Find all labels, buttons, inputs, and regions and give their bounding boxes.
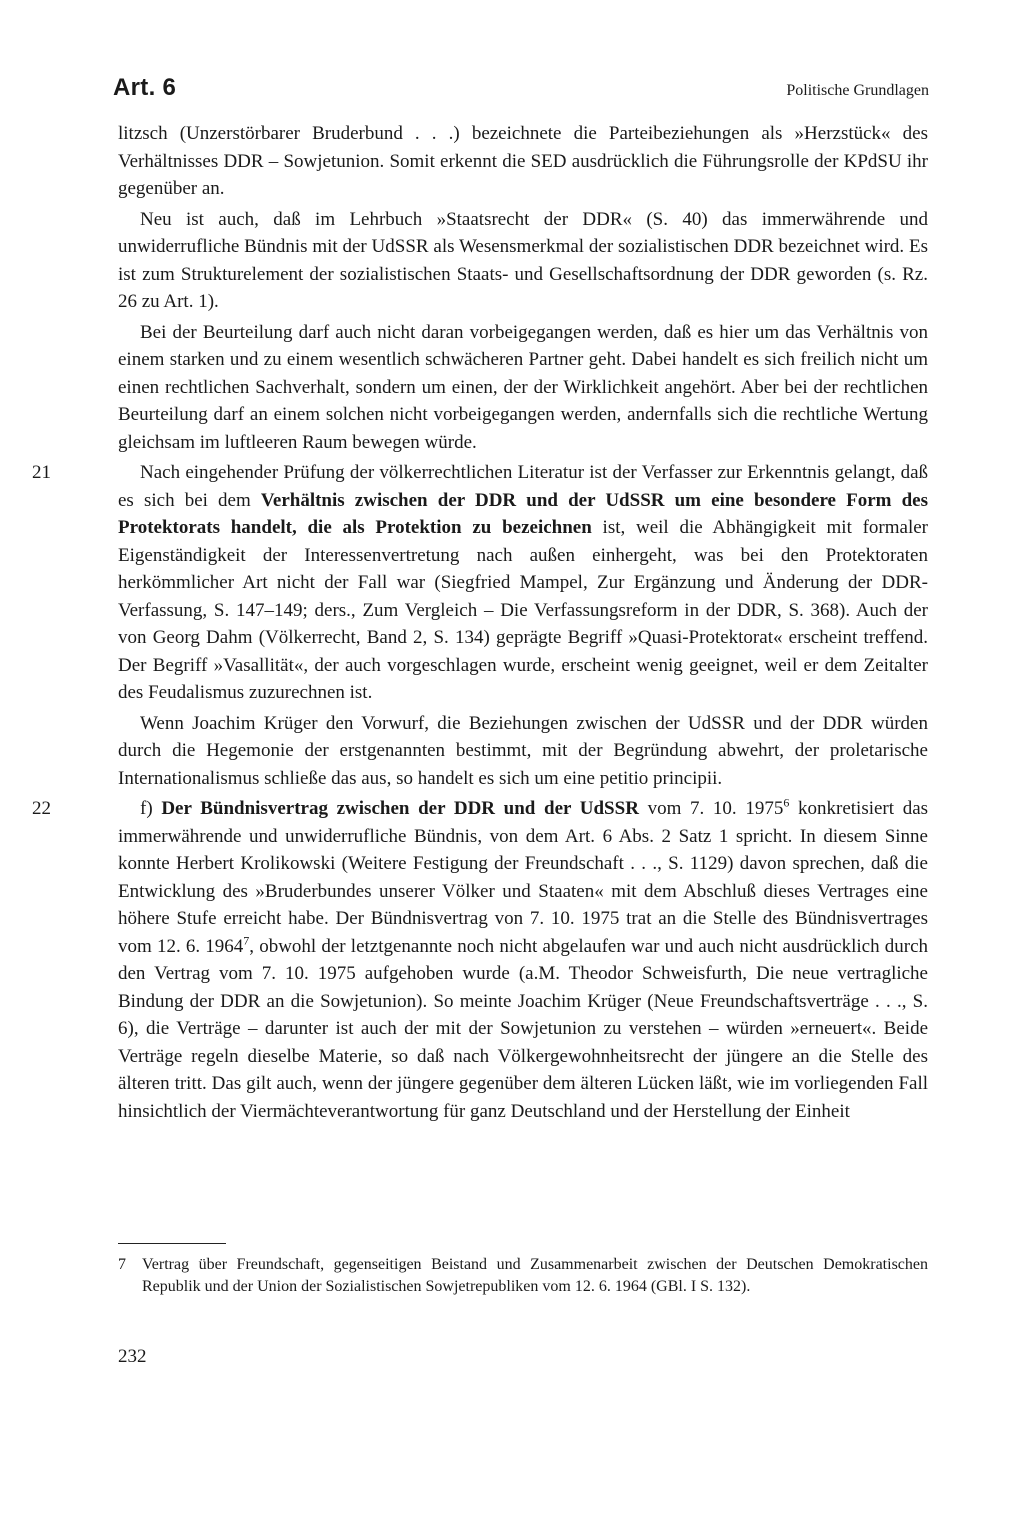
paragraph xyxy=(32,795,929,1125)
page-number: 232 xyxy=(118,1346,147,1367)
paragraph-text: ist, weil die Abhängigkeit mit formaler Eigenständigkeit der Interessenvertretung nach außen einhergeht, was bei den Protektoraten herkömmlicher Art nicht der Fall war (Siegfried Mampel, Zur Ergänzung und Änderung der DDR-Verfassung, S. 147–149; ders., Zum Vergleich – Die Verfassungsreform in der DDR, S. 368). Auch der von Georg Dahm (Völkerrecht, Band 2, S. 134) geprägte Begriff »Quasi-Protektorat« erscheint treffend. Der Begriff »Vasallität«, der auch vorgeschlagen wurde, erscheint wenig geeignet, weil er dem Zeitalter des Feudalismus zuzurechnen ist. xyxy=(118,517,929,703)
paragraph xyxy=(118,120,928,203)
paragraph xyxy=(118,710,928,793)
paragraph xyxy=(118,319,928,457)
running-head-section: Politische Grundlagen xyxy=(786,82,929,99)
footnote-divider xyxy=(118,1243,226,1244)
footnote-reference: 7 xyxy=(243,933,250,948)
footnote-number: 7 xyxy=(118,1256,126,1273)
paragraph-text: Nach eingehender Prüfung der völkerrechtlichen Literatur ist der Verfasser zur Erkenntnis gelangt, daß es sich bei dem xyxy=(118,462,928,511)
paragraph-text: Bei der Beurteilung darf auch nicht daran vorbeigegangen werden, daß es hier um das Verhältnis von einem starken und zu einem wesentlich schwächeren Partner geht. Dabei handelt es sich freilich nicht um einen rechtlichen Sachverhalt, sondern um einen, der der Wirklichkeit angehört. Aber bei der rechtlichen Beurteilung darf an einem solchen nicht vorbeigegangen werden, andernfalls sich die rechtliche Wertung gleichsam im luftleeren Raum bewegen würde. xyxy=(118,321,928,453)
paragraph-text: konkretisiert das immerwährende und unwiderrufliche Bündnis, von dem Art. 6 Abs. 2 Satz 1 spricht. In diesem Sinne konnte Herbert Krolikowski (Weitere Festigung der Freundschaft . . ., S. 1129) davon sprechen, daß die Entwicklung des »Bruderbundes unserer Völker und Staaten« mit dem Abschluß dieses Vertrages eine höhere Stufe erreicht habe. Der Bündnisvertrag von 7. 10. 1975 trat an die Stelle des Bündnisvertrages vom 12. 6. 1964 xyxy=(118,798,929,957)
margin-number: 21 xyxy=(32,462,51,483)
footnote xyxy=(118,1254,928,1297)
paragraph-bold-text: Verhältnis zwischen der DDR und der UdSSR um eine besondere Form des Protektorats handelt, die als Protektion zu bezeichnen xyxy=(118,489,929,538)
body-text xyxy=(32,120,929,1128)
paragraph-text: litzsch (Unzerstörbarer Bruderbund . . .) bezeichnete die Parteibeziehungen als »Herzstück« des Verhältnisses DDR – Sowjetunion. Somit erkennt die SED ausdrücklich die Führungsrolle der KPdSU ihr gegenüber an. xyxy=(118,123,928,199)
margin-number: 22 xyxy=(32,798,51,819)
paragraph-bold-text: Der Bündnisvertrag zwischen der DDR und der UdSSR xyxy=(161,798,639,819)
paragraph-text: Wenn Joachim Krüger den Vorwurf, die Beziehungen zwischen der UdSSR und der DDR würden durch die Hegemonie der erstgenannten bestimmt, mit der Begründung abwehrt, der proletarische Internationalismus schließe das aus, so handelt es sich um eine petitio principii. xyxy=(118,712,928,789)
paragraph-text: vom 7. 10. 1975 xyxy=(638,798,784,819)
paragraph xyxy=(118,206,928,316)
paragraph xyxy=(32,459,929,707)
paragraph-text: , obwohl der letztgenannte noch nicht abgelaufen war und auch nicht ausdrücklich durch den Vertrag vom 7. 10. 1975 aufgehoben wurde (a.M. Theodor Schweisfurth, Die neue vertragliche Bindung der DDR an die Sowjetunion). So meinte Joachim Krüger (Neue Freundschaftsverträge . . ., S. 6), die Verträge – darunter ist auch der mit der Sowjetunion zu verstehen – würden »erneuert«. Beide Verträge regeln dieselbe Materie, so daß nach Völkergewohnheitsrecht der jüngere an die Stelle des älteren tritt. Das gilt auch, wenn der jüngere gegenüber dem älteren Lücken läßt, wie im vorliegenden Fall hinsichtlich der Viermächteverantwortung für ganz Deutschland und der Herstellung der Einheit xyxy=(118,935,928,1122)
paragraph-text: Neu ist auch, daß im Lehrbuch »Staatsrecht der DDR« (S. 40) das immerwährende und unwiderrufliche Bündnis mit der UdSSR als Wesensmerkmal der sozialistischen DDR bezeichnet wird. Es ist zum Strukturelement der sozialistischen Staats- und Gesellschaftsordnung der DDR geworden (s. Rz. 26 zu Art. 1). xyxy=(118,208,928,312)
running-head-article: Art. 6 xyxy=(113,74,177,101)
footnote-reference: 6 xyxy=(783,795,790,810)
footnote-text: Vertrag über Freundschaft, gegenseitigen Beistand und Zusammenarbeit zwischen der Deutschen Demokratischen Republik und der Union der Sozialistischen Sowjetrepubliken vom 12. 6. 1964 (GBl. I S. 132). xyxy=(142,1256,928,1295)
paragraph-text: f) xyxy=(140,798,162,819)
